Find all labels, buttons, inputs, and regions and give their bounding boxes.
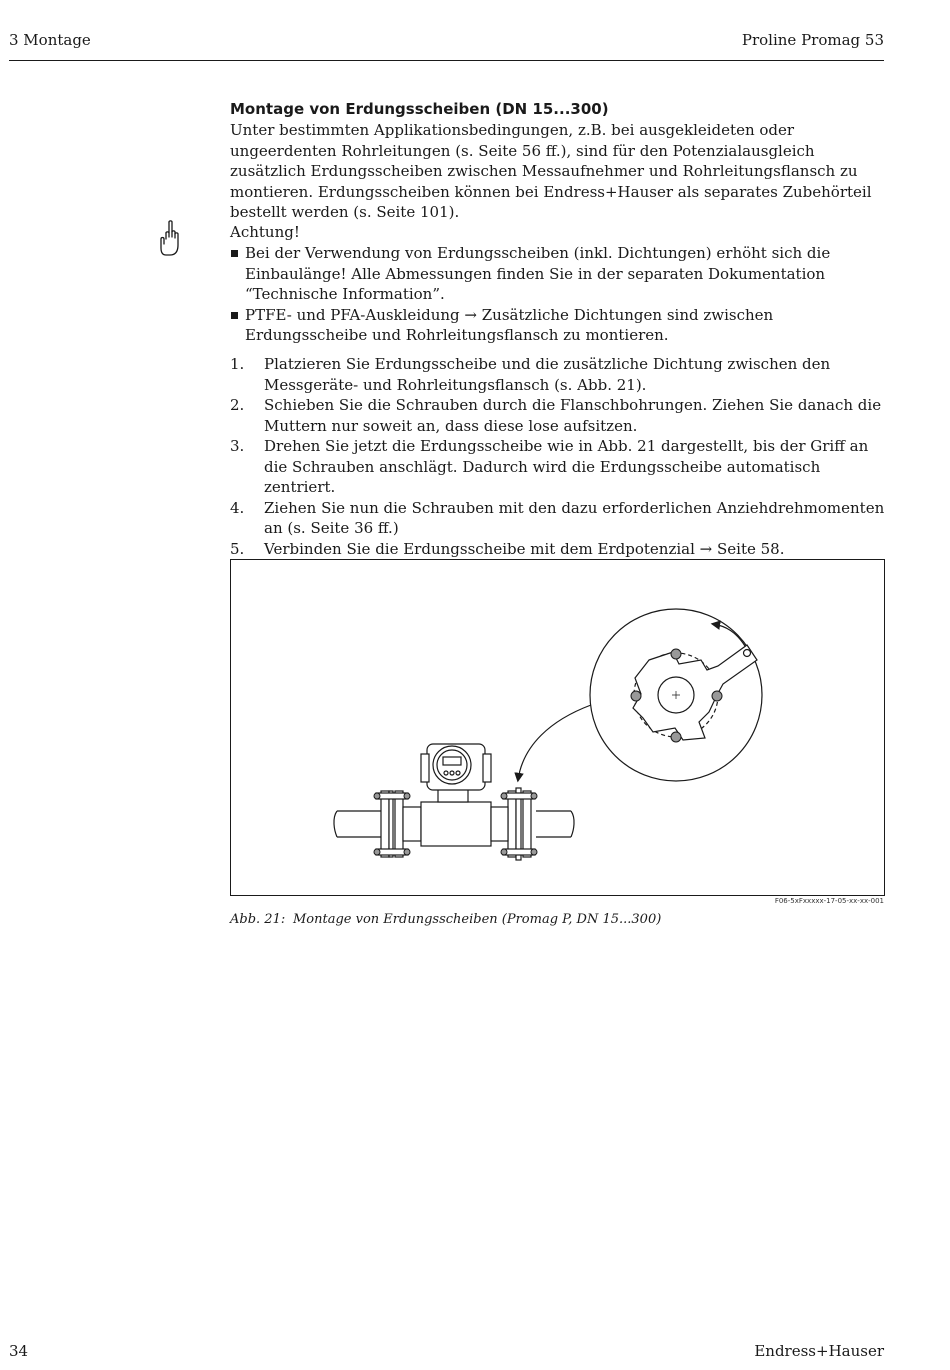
header-rule bbox=[9, 60, 884, 61]
step-text: Schieben Sie die Schrauben durch die Flanschbohrungen. Ziehen Sie danach die Muttern nur soweit an, dass diese lose aufsitzen. bbox=[264, 396, 882, 435]
step-item bbox=[230, 395, 890, 436]
warning-item: Bei der Verwendung von Erdungsscheiben (inkl. Dichtungen) erhöht sich die Einbaulänge! Alle Abmessungen finden Sie in der separaten Dokumentation “Technische Information”. bbox=[230, 243, 890, 305]
step-item bbox=[230, 498, 890, 539]
step-number: 5. bbox=[230, 539, 245, 558]
grounding-disc-illustration bbox=[231, 560, 884, 895]
step-item bbox=[230, 539, 890, 560]
step-number: 4. bbox=[230, 498, 245, 517]
figure-caption bbox=[230, 912, 661, 927]
step-item bbox=[230, 354, 890, 395]
warning-title: Achtung! bbox=[230, 223, 300, 241]
step-text: Ziehen Sie nun die Schrauben mit den dazu erforderlichen Anziehdrehmomenten an (s. Seite 36 ff.) bbox=[264, 498, 885, 537]
warning-item: PTFE- und PFA-Auskleidung → Zusätzliche Dichtungen sind zwischen Erdungsscheibe und Rohrleitungsflansch zu montieren. bbox=[230, 305, 890, 346]
section-intro: Unter bestimmten Applikationsbedingungen, z.B. bei ausgekleideten oder ungeerdenten Rohrleitungen (s. Seite 56 ff.), sind für den Potenzialausgleich zusätzlich Erdungsscheiben zwischen Messaufnehmer und Rohrleitungsflansch zu montieren. Erdungsscheiben können bei Endress+Hauser als separates Zubehörteil bestellt werden (s. Seite 101). bbox=[230, 121, 872, 221]
step-number: 2. bbox=[230, 396, 245, 414]
step-item bbox=[230, 436, 890, 498]
figure-grounding-disc bbox=[230, 559, 885, 896]
section-title: Montage von Erdungsscheiben (DN 15...300) bbox=[230, 100, 609, 118]
step-text: Platzieren Sie Erdungsscheibe und die zusätzliche Dichtung zwischen den Messgeräte- und Rohrleitungsflansch (s. Abb. 21). bbox=[264, 355, 831, 394]
step-text: Verbinden Sie die Erdungsscheibe mit dem Erdpotenzial → Seite 58. bbox=[264, 539, 785, 558]
step-text: Drehen Sie jetzt die Erdungsscheibe wie in Abb. 21 dargestellt, bis der Griff an die Schrauben anschlägt. Dadurch wird die Erdungsscheibe automatisch zentriert. bbox=[264, 437, 869, 496]
figure-code: F06-5xFxxxxx-17-05-xx-xx-001 bbox=[774, 897, 884, 905]
pointing-hand-icon bbox=[156, 219, 182, 259]
caption-label: Abb. 21: bbox=[230, 912, 286, 927]
steps-list bbox=[230, 354, 890, 559]
footer-brand: Endress+Hauser bbox=[754, 1342, 884, 1360]
step-number: 3. bbox=[230, 437, 245, 455]
caption-text: Montage von Erdungsscheiben (Promag P, DN 15...300) bbox=[293, 912, 662, 927]
header-chapter: 3 Montage bbox=[9, 31, 91, 49]
warning-list bbox=[230, 243, 890, 346]
step-number: 1. bbox=[230, 355, 245, 373]
footer-page-number: 34 bbox=[9, 1342, 29, 1360]
header-product: Proline Promag 53 bbox=[741, 31, 884, 49]
